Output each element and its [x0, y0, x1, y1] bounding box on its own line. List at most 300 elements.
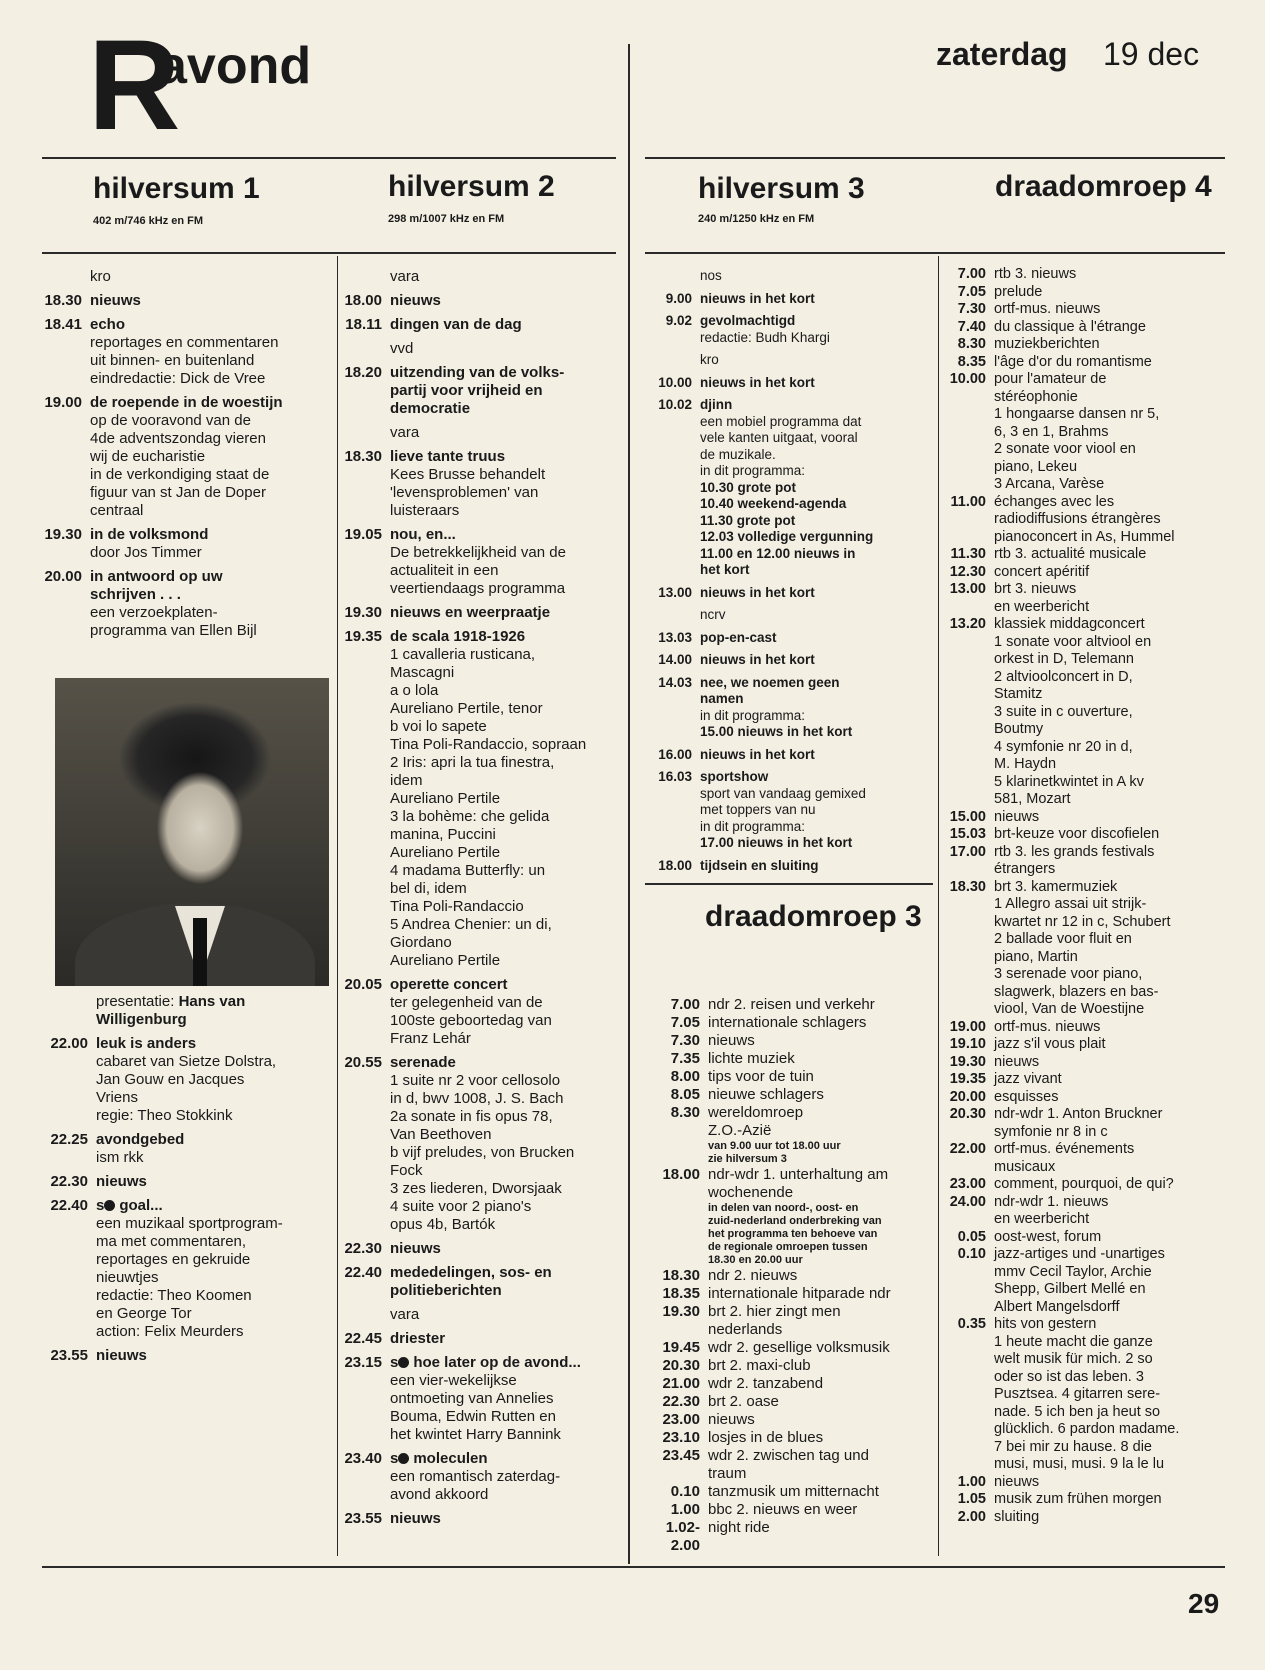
program-line: Pusztsea. 4 gitarren sere-	[994, 1386, 1161, 1402]
program-body	[986, 1176, 1228, 1194]
program-line: centraal	[90, 502, 144, 519]
program-row	[938, 844, 1228, 879]
program-time: 19.45	[662, 1339, 700, 1356]
program-title: prelude	[994, 283, 1043, 300]
program-time: 7.00	[957, 266, 986, 282]
program-title: jazz-artiges und -unartiges	[994, 1246, 1165, 1262]
program-title-text: hoe later op de avond...	[413, 1354, 581, 1371]
program-time: 19.35	[344, 628, 382, 645]
program-entry	[334, 628, 622, 970]
program-row	[648, 1014, 934, 1032]
program-line: 2 altvioolconcert in D,	[994, 668, 1133, 685]
program-marker: s	[96, 1197, 105, 1214]
program-row	[648, 1519, 934, 1555]
program-time: 23.40	[344, 1450, 382, 1467]
program-line: mmv Cecil Taylor, Archie	[994, 1263, 1152, 1280]
program-body	[986, 1316, 1228, 1474]
bullet-icon	[398, 1357, 409, 1368]
program-title	[96, 1035, 330, 1053]
program-row	[40, 268, 330, 286]
program-line: een verzoekplaten-	[90, 604, 218, 621]
rule-top-left	[42, 157, 616, 159]
program-time: 7.05	[957, 283, 986, 300]
program-time: 22.40	[50, 1197, 88, 1214]
program-body	[692, 268, 934, 285]
program-body	[986, 1229, 1228, 1247]
program-row	[40, 1347, 330, 1365]
program-line: 3 Arcana, Varèse	[994, 476, 1105, 492]
program-body	[382, 1240, 622, 1258]
program-row	[938, 494, 1228, 547]
program-line: cabaret van Sietze Dolstra,	[96, 1053, 277, 1070]
program-row	[938, 1316, 1228, 1474]
program-title-text: echo	[90, 316, 126, 333]
program-line: luisteraars	[390, 502, 460, 519]
program-entry	[40, 316, 330, 388]
program-body	[692, 769, 934, 852]
program-row	[938, 1491, 1228, 1509]
program-body	[88, 1173, 330, 1191]
program-time: 7.05	[670, 1014, 700, 1031]
program-body	[986, 1054, 1228, 1072]
program-time: 20.30	[949, 1106, 986, 1122]
program-line: veertiendaags programma	[390, 580, 566, 597]
program-body	[700, 1014, 934, 1032]
program-line: idem	[390, 772, 423, 789]
program-row	[648, 1483, 934, 1501]
program-line: 'levensproblemen' van	[390, 484, 539, 501]
program-time: 19.10	[949, 1036, 986, 1052]
program-entry	[334, 340, 622, 358]
program-title	[700, 291, 934, 308]
draadomroep4-schedule	[938, 266, 1228, 1526]
program-title-text: nieuws in het kort	[700, 290, 815, 306]
program-row	[334, 1450, 622, 1504]
program-time: 7.00	[670, 996, 700, 1013]
program-row	[938, 354, 1228, 372]
program-row	[648, 1375, 934, 1393]
program-line: kro	[700, 352, 719, 367]
program-title: jazz s'il vous plait	[994, 1036, 1106, 1052]
program-entry	[334, 1354, 622, 1444]
program-time: 19.30	[662, 1303, 700, 1320]
program-row	[648, 1032, 934, 1050]
program-body	[382, 364, 622, 418]
program-body	[700, 1447, 934, 1483]
program-line: 4 symfonie nr 20 in d,	[994, 738, 1133, 755]
program-line: in dit programma:	[700, 818, 806, 834]
program-entry	[40, 568, 330, 640]
program-body	[986, 336, 1228, 354]
program-title-text: nieuws	[390, 1510, 441, 1527]
program-title: wdr 2. tanzabend	[708, 1375, 824, 1392]
program-title: losjes in de blues	[708, 1429, 824, 1446]
program-title-text: nou, en...	[390, 526, 456, 543]
program-entry	[334, 526, 622, 598]
program-highlight: 11.30 grote pot	[700, 512, 796, 528]
program-row	[40, 1131, 330, 1167]
program-time: 23.55	[50, 1347, 88, 1364]
program-highlight: 17.00 nieuws in het kort	[700, 835, 853, 850]
program-row	[648, 291, 934, 308]
program-time: 8.30	[957, 336, 986, 352]
program-line: reportages en gekruide	[96, 1251, 251, 1268]
program-title	[700, 630, 934, 647]
program-line: sport van vandaag gemixed	[700, 785, 866, 801]
program-line: Boutmy	[994, 721, 1044, 737]
program-time: 9.02	[665, 313, 692, 328]
program-title: internationale schlagers	[708, 1014, 867, 1031]
program-line: opus 4b, Bartók	[390, 1216, 496, 1233]
program-body	[700, 1519, 934, 1555]
program-row	[648, 769, 934, 852]
program-entry	[334, 976, 622, 1048]
program-row	[648, 1339, 934, 1357]
program-row	[648, 1393, 934, 1411]
program-entry	[334, 292, 622, 310]
program-body	[700, 1032, 934, 1050]
program-row	[334, 628, 622, 970]
program-body	[986, 1246, 1228, 1316]
program-title: pour l'amateur de	[994, 371, 1107, 387]
program-line	[96, 993, 330, 1029]
hilversum3-title: hilversum 3	[698, 172, 865, 205]
program-time: 22.30	[662, 1393, 700, 1410]
program-line: b vijf preludes, von Brucken	[390, 1144, 575, 1161]
program-title: klassiek middagconcert	[994, 616, 1145, 632]
program-row	[938, 1474, 1228, 1492]
program-body	[382, 448, 622, 520]
program-row	[648, 1050, 934, 1068]
program-entry	[648, 375, 934, 392]
program-line: bel di, idem	[390, 880, 467, 897]
program-row	[334, 1510, 622, 1528]
program-title	[700, 375, 934, 392]
program-time: 0.10	[670, 1483, 700, 1500]
program-title: ndr-wdr 1. unterhaltung am	[708, 1166, 889, 1183]
program-body	[692, 747, 934, 764]
program-line: kro	[90, 268, 111, 285]
program-time: 23.10	[662, 1429, 700, 1446]
program-line: wochenende	[708, 1184, 794, 1201]
program-time	[334, 340, 382, 358]
program-title: brt 3. nieuws	[994, 581, 1077, 597]
program-row	[40, 993, 330, 1029]
program-line: eindredactie: Dick de Vree	[90, 370, 266, 387]
program-line: musicaux	[994, 1158, 1056, 1175]
program-title: hits von gestern	[994, 1316, 1097, 1332]
program-title-text: nieuws in het kort	[700, 374, 815, 390]
program-row	[648, 858, 934, 875]
program-body	[700, 1166, 934, 1267]
program-line: nade. 5 ich ben ja heut so	[994, 1403, 1161, 1420]
program-line-text: presentatie:	[96, 993, 179, 1010]
program-body	[82, 394, 330, 520]
program-row	[938, 564, 1228, 582]
program-time: 23.15	[344, 1354, 382, 1371]
program-row	[648, 1303, 934, 1339]
program-time	[334, 268, 382, 286]
hilversum1-freq: 402 m/746 kHz en FM	[93, 215, 204, 227]
program-time: 23.00	[662, 1411, 700, 1428]
program-time: 16.00	[658, 746, 692, 762]
program-line: in de verkondiging staat de	[90, 466, 270, 483]
program-line: een romantisch zaterdag-	[390, 1468, 561, 1485]
program-line: Aureliano Pertile	[390, 844, 501, 861]
program-title	[390, 292, 622, 310]
program-title: sluiting	[994, 1508, 1040, 1525]
program-line: 4de adventszondag vieren	[90, 430, 266, 447]
program-row	[648, 585, 934, 602]
program-body	[88, 1197, 330, 1341]
program-line: het kwintet Harry Bannink	[390, 1426, 561, 1443]
program-time: 1.05	[957, 1491, 986, 1507]
program-time: 22.30	[50, 1173, 88, 1190]
program-highlight: 12.03 volledige vergunning	[700, 529, 874, 544]
program-entry	[334, 364, 622, 418]
program-title-line: namen	[700, 691, 744, 706]
program-entry	[40, 292, 330, 310]
program-time: 18.11	[345, 316, 382, 333]
program-time: 19.05	[344, 526, 382, 543]
program-time: 21.00	[662, 1375, 700, 1392]
program-row	[648, 1086, 934, 1104]
program-time: 7.30	[957, 301, 986, 317]
program-note: zie hilversum 3	[708, 1153, 787, 1165]
program-row	[648, 268, 934, 285]
program-line: 1 hongaarse dansen nr 5,	[994, 406, 1160, 422]
program-time: 20.30	[662, 1357, 700, 1374]
program-time: 16.03	[658, 769, 692, 784]
program-body	[82, 316, 330, 388]
hilversum1-schedule	[40, 268, 330, 646]
program-note: zuid-nederland onderbreking van	[708, 1215, 882, 1227]
program-body	[692, 858, 934, 875]
program-time: 18.30	[949, 878, 986, 895]
program-line: in dit programma:	[700, 707, 806, 723]
program-row	[938, 371, 1228, 494]
program-title: rtb 3. les grands festivals	[994, 843, 1155, 860]
program-entry	[40, 1347, 330, 1365]
program-line: in dit programma:	[700, 463, 806, 478]
program-body	[986, 1019, 1228, 1037]
program-title	[390, 604, 622, 622]
program-time: 1.00	[670, 1501, 700, 1518]
program-line: vvd	[390, 340, 414, 357]
program-body	[986, 826, 1228, 844]
program-row	[938, 616, 1228, 809]
program-time	[40, 993, 88, 1029]
program-body	[986, 844, 1228, 879]
program-line: 1 sonate voor altviool en	[994, 633, 1152, 650]
program-highlight: 11.00 en 12.00 nieuws in	[700, 545, 856, 561]
draadomroep3-schedule	[648, 996, 934, 1555]
program-row	[648, 1501, 934, 1519]
program-title-text: in antwoord op uw	[90, 568, 223, 585]
program-note: in delen van noord-, oost- en	[708, 1202, 859, 1214]
program-row	[938, 284, 1228, 302]
program-row	[938, 826, 1228, 844]
program-line: vara	[390, 268, 420, 285]
program-line: Fock	[390, 1162, 423, 1179]
program-time	[648, 352, 692, 369]
program-body	[692, 397, 934, 579]
program-line: Z.O.-Azië	[708, 1122, 772, 1139]
program-row	[938, 1054, 1228, 1072]
program-title	[96, 1173, 330, 1191]
program-title	[390, 976, 622, 994]
program-body	[986, 546, 1228, 564]
program-time: 15.00	[949, 808, 986, 825]
program-time	[40, 268, 82, 286]
program-entry	[40, 1197, 330, 1341]
program-title-text: in de volksmond	[90, 526, 209, 543]
program-line: Jan Gouw en Jacques	[96, 1071, 245, 1088]
hilversum3-freq: 240 m/1250 kHz en FM	[698, 213, 815, 225]
program-body	[382, 340, 622, 358]
program-title	[390, 628, 622, 646]
program-row	[648, 1166, 934, 1267]
program-title-text: nieuws en weerpraatje	[390, 604, 551, 621]
program-title: brt 3. kamermuziek	[994, 878, 1118, 895]
program-row	[334, 1240, 622, 1258]
program-body	[700, 1483, 934, 1501]
program-title: nieuws	[994, 808, 1040, 825]
program-row	[938, 809, 1228, 827]
program-body	[700, 1285, 934, 1303]
program-time	[334, 1306, 382, 1324]
program-time: 19.00	[44, 394, 82, 411]
program-time: 18.30	[344, 448, 382, 465]
bullet-icon	[104, 1200, 115, 1211]
program-body	[986, 301, 1228, 319]
program-line: ncrv	[700, 607, 726, 622]
program-row	[648, 1068, 934, 1086]
program-time: 13.20	[949, 616, 986, 632]
program-line: figuur van st Jan de Doper	[90, 484, 266, 501]
program-title-line: schrijven . . .	[90, 586, 181, 603]
program-body	[382, 976, 622, 1048]
program-time: 18.41	[44, 316, 82, 333]
program-line: ma met commentaren,	[96, 1233, 247, 1250]
program-title-text: nieuws in het kort	[700, 746, 815, 762]
program-title: nieuws	[994, 1473, 1040, 1490]
program-line: uit binnen- en buitenland	[90, 352, 255, 369]
program-body	[700, 1267, 934, 1285]
program-body	[700, 1501, 934, 1519]
program-title: wereldomroep	[708, 1104, 804, 1121]
program-row	[938, 1246, 1228, 1316]
program-body	[986, 319, 1228, 337]
program-body	[88, 1035, 330, 1125]
program-time: 7.35	[670, 1050, 700, 1067]
program-time	[648, 607, 692, 624]
program-line: nederlands	[708, 1321, 783, 1338]
program-time	[648, 268, 692, 285]
program-line: 2 ballade voor fluit en	[994, 931, 1132, 947]
program-line: glücklich. 6 pardon madame.	[994, 1421, 1180, 1437]
program-time: 20.00	[44, 568, 82, 585]
program-body	[82, 568, 330, 640]
program-body	[382, 1450, 622, 1504]
program-line: slagwerk, blazers en bas-	[994, 983, 1159, 1000]
program-row	[40, 1173, 330, 1191]
program-title: rtb 3. nieuws	[994, 266, 1077, 282]
program-line: door Jos Timmer	[90, 544, 202, 561]
program-title	[90, 568, 330, 586]
program-line: een muzikaal sportprogram-	[96, 1215, 283, 1232]
program-title: jazz vivant	[994, 1071, 1062, 1087]
program-line: manina, Puccini	[390, 826, 496, 843]
program-body	[986, 1089, 1228, 1107]
program-entry	[648, 352, 934, 369]
program-line: programma van Ellen Bijl	[90, 622, 257, 639]
program-title: ortf-mus. événements	[994, 1141, 1135, 1157]
program-title	[390, 1354, 622, 1372]
program-title-text: tijdsein en sluiting	[700, 857, 819, 873]
program-row	[648, 397, 934, 579]
program-body	[700, 1393, 934, 1411]
program-title: musik zum frühen morgen	[994, 1491, 1162, 1507]
program-title-text: dingen van de dag	[390, 316, 522, 333]
program-highlight: het kort	[700, 562, 750, 577]
program-row	[334, 604, 622, 622]
program-note: 18.30 en 20.00 uur	[708, 1254, 803, 1266]
program-row	[648, 1285, 934, 1303]
program-title-text: gevolmachtigd	[700, 313, 796, 328]
program-line: 5 Andrea Chenier: un di,	[390, 916, 552, 933]
program-title: ndr-wdr 1. Anton Bruckner	[994, 1106, 1163, 1122]
program-body	[692, 652, 934, 669]
program-highlight: 10.40 weekend-agenda	[700, 496, 847, 511]
program-line: 1 Allegro assai uit strijk-	[994, 896, 1147, 912]
program-line: 6, 3 en 1, Brahms	[994, 423, 1109, 440]
program-row	[648, 607, 934, 624]
program-body	[700, 1104, 934, 1166]
program-entry	[334, 1306, 622, 1324]
program-line: étrangers	[994, 861, 1056, 877]
program-entry	[648, 585, 934, 602]
program-body	[382, 1054, 622, 1234]
program-row	[938, 879, 1228, 1019]
program-entry	[334, 424, 622, 442]
program-line: nos	[700, 268, 722, 283]
program-title-text: nieuws	[96, 1347, 147, 1364]
program-body	[986, 1036, 1228, 1054]
program-row	[938, 1141, 1228, 1176]
program-entry	[648, 397, 934, 579]
program-title	[96, 1131, 330, 1149]
program-title: rtb 3. actualité musicale	[994, 546, 1147, 562]
program-line: Shepp, Gilbert Mellé en	[994, 1281, 1146, 1297]
program-line: 3 la bohème: che gelida	[390, 808, 550, 825]
program-line: a o lola	[390, 682, 439, 699]
program-time: 2.00	[957, 1508, 986, 1525]
program-line: reportages en commentaren	[90, 334, 279, 351]
program-body	[700, 996, 934, 1014]
program-body	[382, 526, 622, 598]
program-note: het programma ten behoeve van	[708, 1228, 878, 1240]
program-line: avond akkoord	[390, 1486, 489, 1503]
program-time: 14.00	[658, 652, 692, 667]
program-line: 3 zes liederen, Dworsjaak	[390, 1180, 562, 1197]
program-line: en George Tor	[96, 1305, 192, 1322]
program-time: 10.00	[949, 371, 986, 387]
program-line: 581, Mozart	[994, 791, 1071, 807]
bullet-icon	[398, 1453, 409, 1464]
program-entry	[648, 769, 934, 852]
program-row	[334, 424, 622, 442]
